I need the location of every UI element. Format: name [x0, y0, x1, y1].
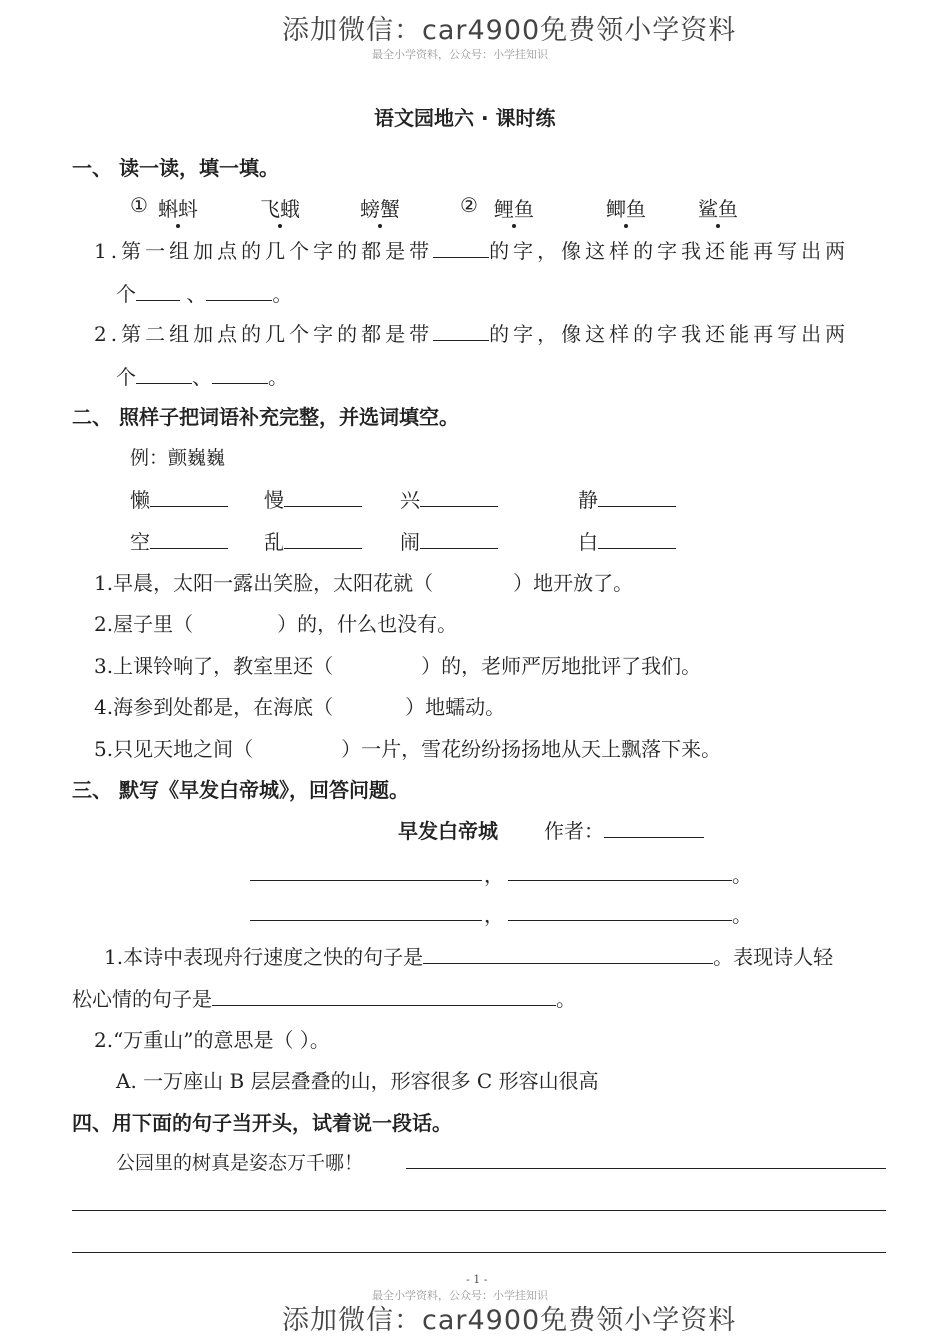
page-number: - 1 - [466, 1273, 488, 1286]
sec1-question-2: 2.第二组加点的几个字的都是带 的字，像这样的字我还能再写出两 [94, 322, 850, 346]
group-1-label: ① [130, 193, 148, 217]
section-1-heading: 一、 读一读，填一填。 [72, 156, 279, 180]
fill-blank[interactable] [598, 488, 676, 507]
sec1-q1-blank-radical[interactable] [433, 239, 489, 258]
bottom-banner: 添加微信：car4900免费领小学资料 [282, 1305, 737, 1336]
sentence-3: 3.上课铃响了，教室里还（ ）的，老师严厉地批评了我们。 [94, 654, 702, 678]
poem-title: 早发白帝城 [398, 819, 498, 843]
sec3-question-1: 1.本诗中表现舟行速度之快的句子是 。表现诗人轻 [104, 945, 834, 969]
poem-comma-2: ， [484, 903, 504, 927]
group-1-word-1: 蝌蚪 [158, 197, 198, 221]
fill-word-man: 慢 [264, 484, 362, 513]
group-2-word-1: 鲤鱼 [494, 197, 534, 221]
page-title: 语文园地六 · 课时练 [374, 106, 556, 130]
fill-word-lan: 懒 [130, 484, 228, 513]
top-banner: 添加微信：car4900免费领小学资料 [282, 15, 737, 46]
sentence-4: 4.海参到处都是，在海底（ ）地蠕动。 [94, 695, 506, 719]
fill-blank[interactable] [420, 530, 498, 549]
poem-line-1-blank[interactable] [250, 880, 482, 881]
fill-word-kong: 空 [130, 526, 228, 555]
example-word: 例：颤巍巍 [130, 447, 226, 469]
poem-period-1: 。 [732, 863, 752, 887]
section-3-heading: 三、 默写《早发白帝城》，回答问题。 [72, 778, 409, 802]
poem-line-3-blank[interactable] [250, 920, 482, 921]
sec1-q2-blank-radical[interactable] [433, 322, 489, 341]
sec1-q2-blank-1[interactable] [136, 365, 192, 384]
poem-line-2-blank[interactable] [508, 880, 732, 881]
sentence-1: 1.早晨，太阳一露出笑脸，太阳花就（ ）地开放了。 [94, 571, 634, 595]
author-blank[interactable] [604, 819, 704, 838]
writing-line-2[interactable] [72, 1210, 886, 1211]
group-2-word-3: 鲨鱼 [698, 197, 738, 221]
fill-blank[interactable] [284, 488, 362, 507]
group-2-label: ② [460, 193, 478, 217]
section-2-heading: 二、 照样子把词语补充完整，并选词填空。 [72, 405, 459, 429]
group-1-word-3: 螃蟹 [360, 197, 400, 221]
fill-blank[interactable] [150, 530, 228, 549]
sec1-question-2-line-2: 个 、 。 [116, 365, 288, 389]
fill-word-jing: 静 [578, 484, 676, 513]
fill-word-bai: 白 [578, 526, 676, 555]
sec1-q1-blank-2[interactable] [206, 282, 272, 301]
section-4-heading: 四、用下面的句子当开头，试着说一段话。 [72, 1111, 452, 1135]
poem-author: 作者： [544, 815, 704, 844]
sec1-question-1: 1.第一组加点的几个字的都是带 的字，像这样的字我还能再写出两 [94, 239, 850, 263]
sec3-options: A. 一万座山 B 层层叠叠的山，形容很多 C 形容山很高 [116, 1069, 599, 1093]
poem-period-2: 。 [732, 903, 752, 927]
top-faint-text: 最全小学资料，公众号：小学挂知识 [372, 48, 548, 61]
sec1-q1-blank-1[interactable] [136, 282, 180, 301]
sec1-q2-blank-2[interactable] [212, 365, 268, 384]
fill-word-luan: 乱 [264, 526, 362, 555]
sec3-question-2: 2.“万重山”的意思是（ ）。 [94, 1028, 330, 1052]
poem-comma-1: ， [484, 863, 504, 887]
sec3-q1-blank-1[interactable] [423, 945, 713, 964]
fill-blank[interactable] [284, 530, 362, 549]
fill-word-nao: 闹 [400, 526, 498, 555]
sentence-5: 5.只见天地之间（ ）一片，雪花纷纷扬扬地从天上飘落下来。 [94, 737, 722, 761]
sec3-question-1-line-2: 松心情的句子是 。 [72, 987, 576, 1011]
fill-blank[interactable] [420, 488, 498, 507]
bottom-faint-text: 最全小学资料，公众号：小学挂知识 [372, 1289, 548, 1302]
poem-line-4-blank[interactable] [508, 920, 732, 921]
group-2-word-2: 鲫鱼 [606, 197, 646, 221]
writing-line-1[interactable] [406, 1168, 886, 1169]
sec3-q1-blank-2[interactable] [212, 987, 556, 1006]
fill-blank[interactable] [598, 530, 676, 549]
fill-blank[interactable] [150, 488, 228, 507]
group-1-word-2: 飞蛾 [260, 197, 300, 221]
sec1-question-1-line-2: 个 、 。 [116, 282, 293, 306]
fill-word-xing: 兴 [400, 484, 498, 513]
paragraph-starter: 公园里的树真是姿态万千哪！ [116, 1152, 364, 1174]
sentence-2: 2.屋子里（ ）的，什么也没有。 [94, 612, 458, 636]
writing-line-3[interactable] [72, 1252, 886, 1253]
